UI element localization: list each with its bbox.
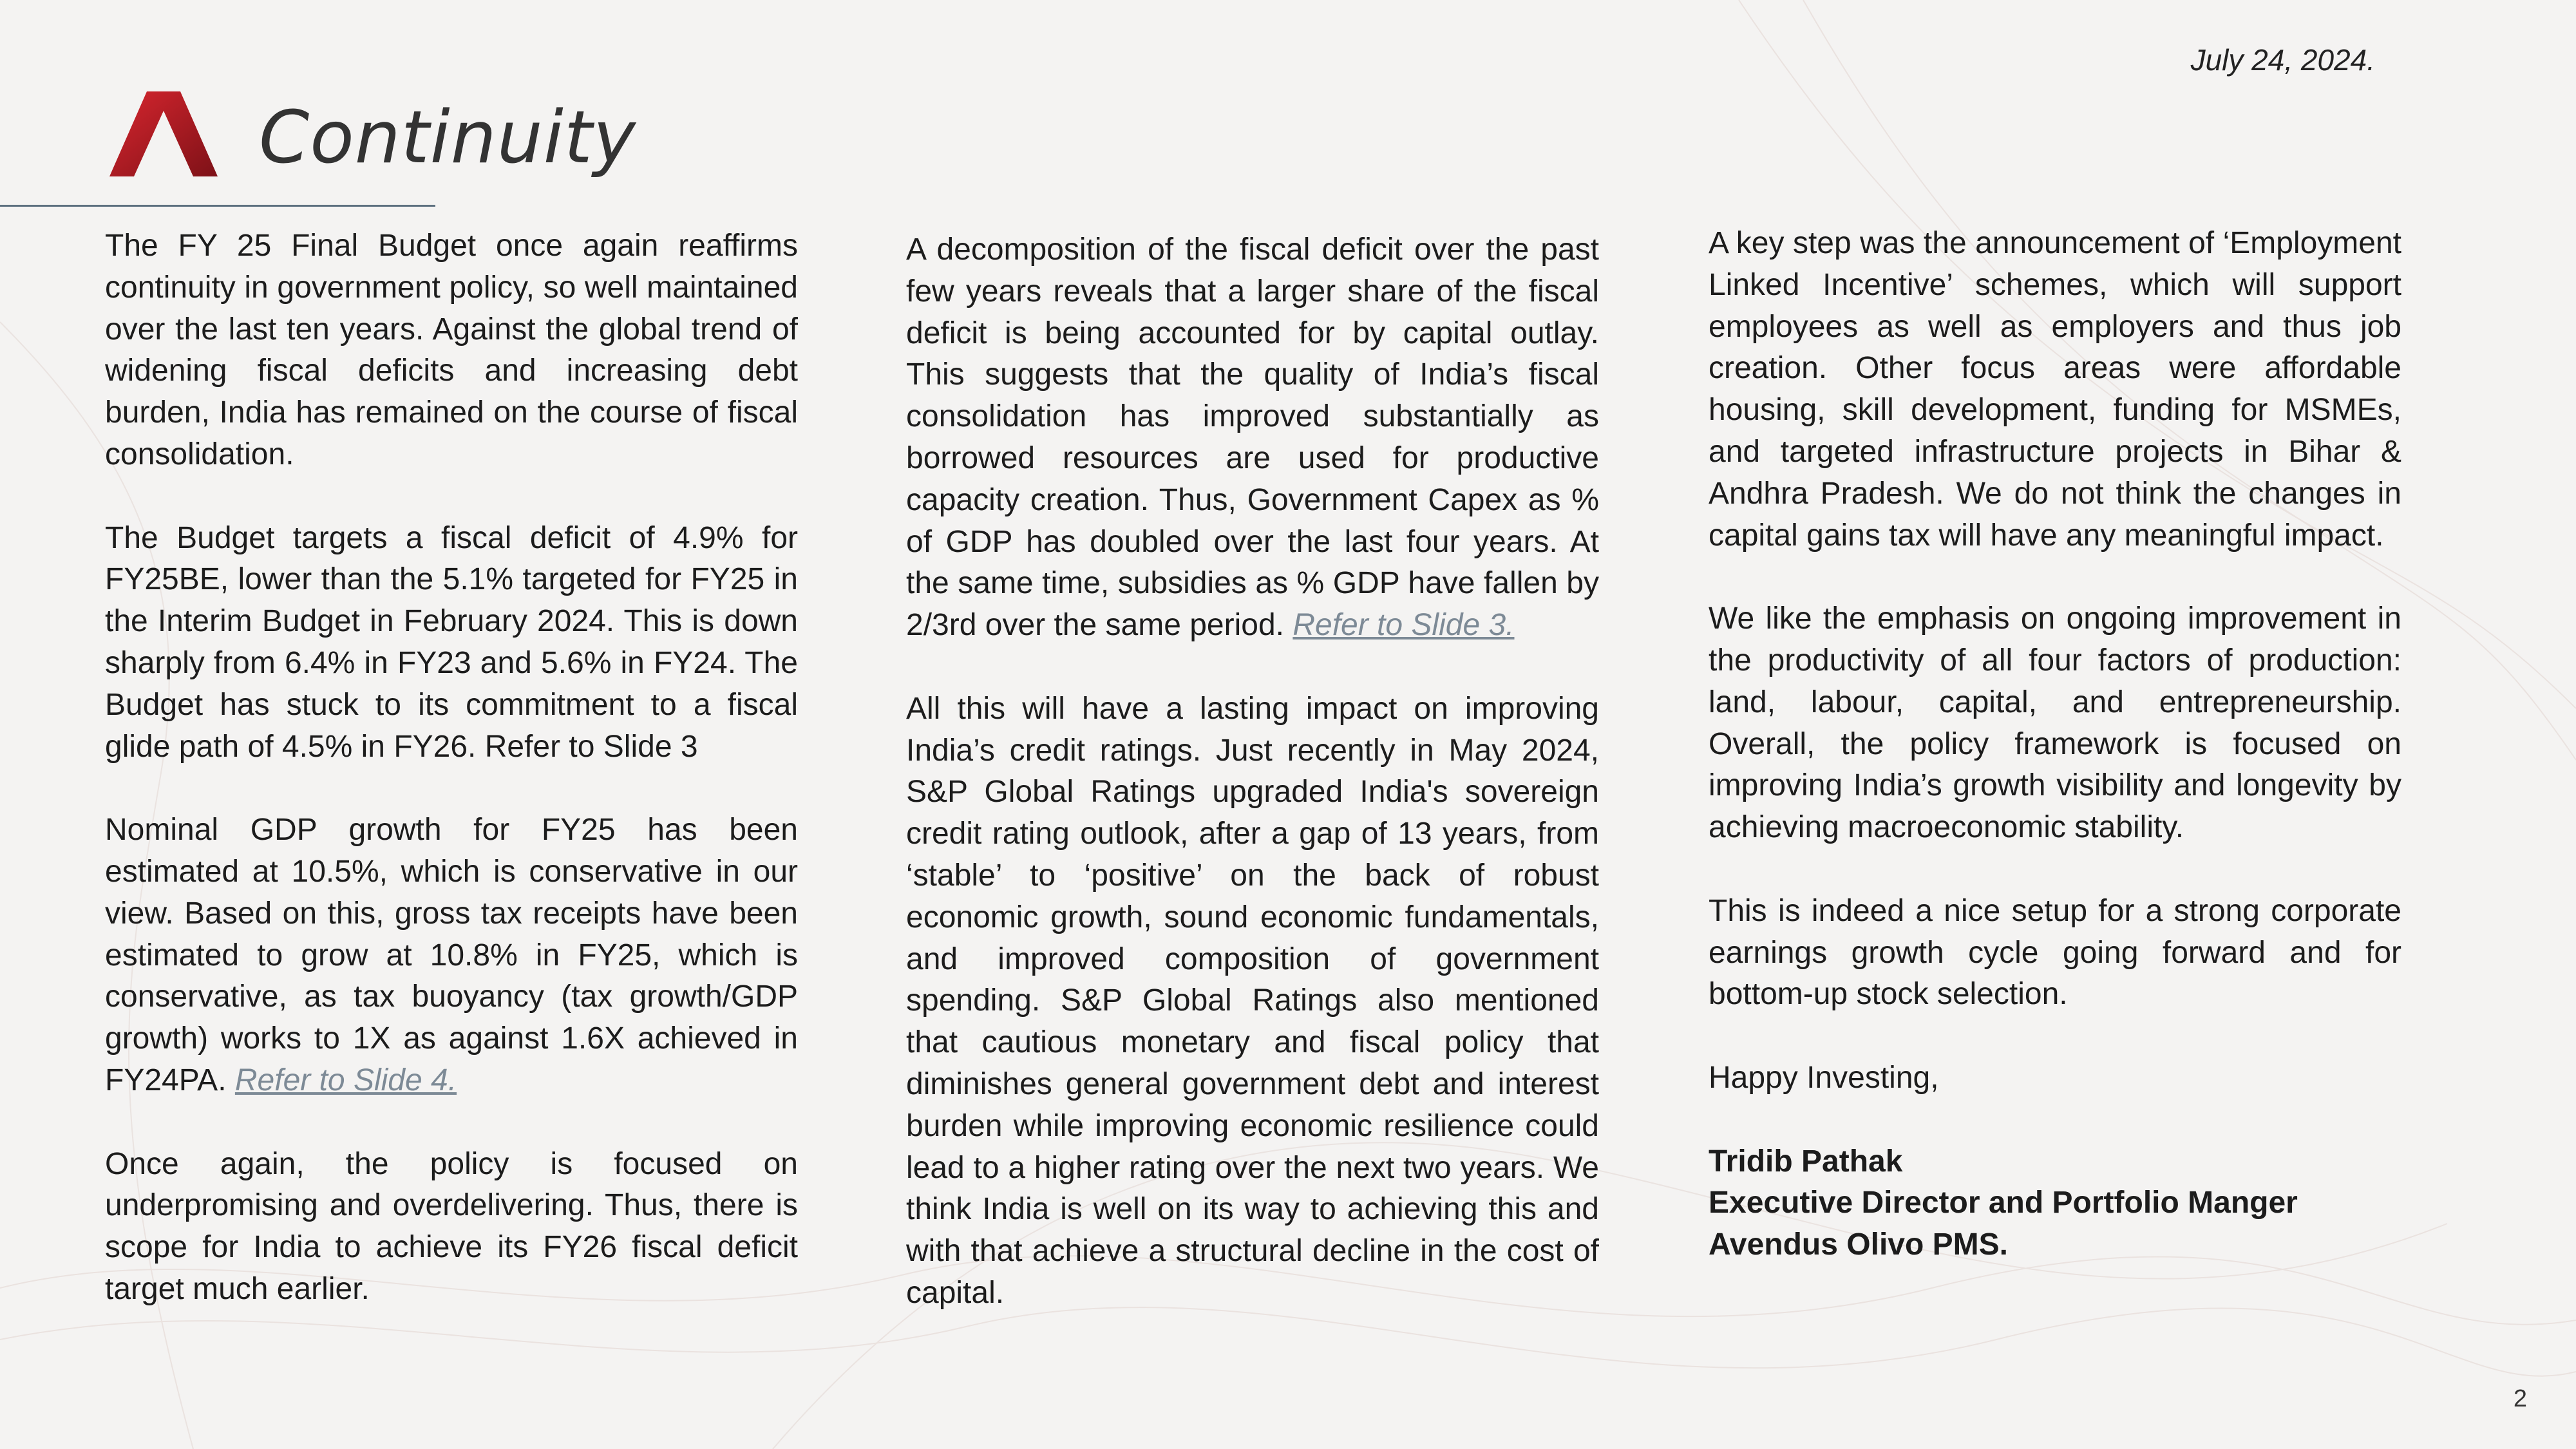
column-middle [906,229,1599,1356]
paragraph-text: A decomposition of the fiscal deficit over the past few years reveals that a larger share of the fiscal deficit is being accounted for by capital outlay. This suggests that the quality of India’s fiscal consolidation has improved substantially as borrowed resources are used for productive capacity creation. Thus, Government Capex as % of GDP has doubled over the last four years. At the same time, subsidies as % GDP have fallen by 2/3rd over the same period. [906,232,1599,643]
paragraph [105,810,798,1102]
column-right [1709,223,2401,1266]
signature-name: Tridib Pathak [1709,1144,1903,1179]
paragraph: The Budget targets a fiscal deficit of 4.9% for FY25BE, lower than the 5.1% targeted for FY25 in the Interim Budget in February 2024. This is down sharply from 6.4% in FY23 and 5.6% in FY24. The Budget has stuck to its commitment to a fiscal glide path of 4.5% in FY26. Refer to Slide 3 [105,520,798,764]
slide-reference-link[interactable]: Refer to Slide 4. [234,1063,457,1097]
paragraph [906,229,1599,647]
report-date: July 24, 2024. [2190,43,2375,77]
title-underline [0,205,435,207]
paragraph: This is indeed a nice setup for a strong corporate earnings growth cycle going forward and for bottom-up stock selection. [1709,893,2401,1012]
paragraph: We like the emphasis on ongoing improvement in the productivity of all four factors of production: land, labour, capital, and entrepreneurship. Overall, the policy framework is focused on improving India’s growth visibility and longevity by achieving macroeconomic stability. [1709,601,2401,845]
signature-title: Executive Director and Portfolio Manger [1709,1186,2298,1220]
signature-organization: Avendus Olivo PMS. [1709,1227,2008,1262]
page-title: Continuity [259,96,637,180]
paragraph: The FY 25 Final Budget once again reaffirms continuity in government policy, so well maintained over the last ten years. Against the global trend of widening fiscal deficits and increasing debt burden, India has remained on the course of fiscal consolidation. [105,229,798,471]
column-left [105,225,798,1352]
page-number: 2 [2513,1385,2527,1412]
paragraph: A key step was the announcement of ‘Employment Linked Incentive’ schemes, which will support employees as well as employers and thus job creation. Other focus areas were affordable housing, skill development, funding for MSMEs, and targeted infrastructure projects in Bihar & Andhra Pradesh. We do not think the changes in capital gains tax will have any meaningful impact. [1709,226,2401,553]
avendus-logo-icon [109,91,218,176]
paragraph: Once again, the policy is focused on underpromising and overdelivering. Thus, there is scope for India to achieve its FY26 fiscal deficit target much earlier. [105,1146,798,1306]
paragraph-text: Nominal GDP growth for FY25 has been estimated at 10.5%, which is conservative in our view. Based on this, gross tax receipts have been estimated to grow at 10.8% in FY25, which is conservative, as tax buoyancy (tax growth/GDP growth) works to 1X as against 1.6X achieved in FY24PA. [105,813,798,1097]
slide-reference-link[interactable]: Refer to Slide 3. [1293,608,1515,643]
paragraph: All this will have a lasting impact on improving India’s credit ratings. Just recently in May 2024, S&P Global Ratings upgraded India's sovereign credit rating outlook, after a gap of 13 years, from ‘stable’ to ‘positive’ on the back of robust economic growth, sound economic fundamentals, and improved composition of government spending. S&P Global Ratings also mentioned that cautious monetary and fiscal policy that diminishes general government debt and interest burden while improving economic resilience could lead to a higher rating over the next two years. We think India is well on its way to achieving this and with that achieve a structural decline in the cost of capital. [906,691,1599,1310]
closing-line: Happy Investing, [1709,1060,1939,1095]
